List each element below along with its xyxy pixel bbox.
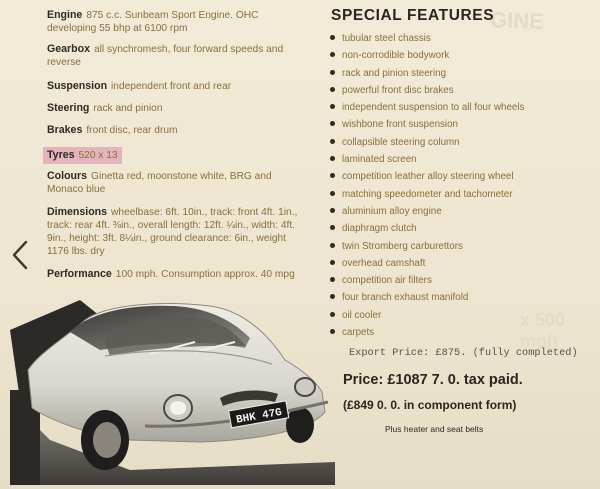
spec-dimensions: Dimensions wheelbase: 6ft. 10in., track: front 4ft. 1in., track: rear 4ft. ⅜in., overall length: 12ft. ¼in., width: 4ft. 9in., height: 3ft. 8¼in., ground clearance: 6in., weight 1176 lbs. dry — [47, 206, 298, 257]
feature-item: independent suspension to all four wheels — [330, 102, 524, 119]
car-photo — [10, 290, 335, 485]
feature-item: competition air filters — [330, 275, 524, 292]
spec-colours: Colours Ginetta red, moonstone white, BRG and Monaco blue — [47, 170, 272, 195]
feature-item: carpets — [330, 327, 524, 344]
show-through-text: GINE — [489, 7, 545, 34]
feature-item: four branch exhaust manifold — [330, 292, 524, 309]
feature-item: rack and pinion steering — [330, 68, 524, 85]
feature-item: laminated screen — [330, 154, 524, 171]
feature-item: competition leather alloy steering wheel — [330, 171, 524, 188]
spec-performance: Performance 100 mph. Consumption approx. 40 mpg — [47, 268, 295, 280]
bullet-icon — [330, 208, 335, 213]
bullet-icon — [330, 156, 335, 161]
feature-item: aluminium alloy engine — [330, 206, 524, 223]
bullet-icon — [330, 260, 335, 265]
bullet-icon — [330, 139, 335, 144]
previous-page-button[interactable] — [8, 240, 32, 270]
bullet-icon — [330, 173, 335, 178]
bullet-icon — [330, 243, 335, 248]
spec-suspension: Suspension independent front and rear — [47, 80, 232, 92]
bullet-icon — [330, 277, 335, 282]
component-price: (£849 0. 0. in component form) — [343, 398, 517, 412]
show-through-text: x 500 mph — [520, 310, 566, 351]
feature-item: collapsible steering column — [330, 137, 524, 154]
bullet-icon — [330, 104, 335, 109]
feature-item: wishbone front suspension — [330, 119, 524, 136]
feature-item: twin Stromberg carburettors — [330, 241, 524, 258]
special-features-list — [330, 33, 524, 344]
bullet-icon — [330, 70, 335, 75]
feature-item: non-corrodible bodywork — [330, 50, 524, 67]
extras-note: Plus heater and seat belts — [385, 424, 484, 434]
spec-gearbox: Gearbox all synchromesh, four forward speeds and reverse — [47, 43, 284, 68]
bullet-icon — [330, 191, 335, 196]
spec-steering: Steering rack and pinion — [47, 102, 163, 114]
number-plate: BHK 47G — [235, 406, 283, 427]
bullet-icon — [330, 225, 335, 230]
special-features-title: SPECIAL FEATURES — [331, 7, 495, 24]
tyres-highlight: Tyres 520 x 13 — [43, 147, 122, 164]
bullet-icon — [330, 87, 335, 92]
feature-item: oil cooler — [330, 310, 524, 327]
spec-engine: Engine 875 c.c. Sunbeam Sport Engine. OHC developing 55 bhp at 6100 rpm — [47, 9, 259, 34]
bullet-icon — [330, 52, 335, 57]
spec-brakes: Brakes front disc, rear drum — [47, 124, 178, 136]
feature-item: tubular steel chassis — [330, 33, 524, 50]
feature-item: matching speedometer and tachometer — [330, 189, 524, 206]
feature-item: powerful front disc brakes — [330, 85, 524, 102]
feature-item: overhead camshaft — [330, 258, 524, 275]
bullet-icon — [330, 121, 335, 126]
tax-paid-price: Price: £1087 7. 0. tax paid. — [343, 372, 523, 388]
feature-item: diaphragm clutch — [330, 223, 524, 240]
export-price: Export Price: £875. (fully completed) — [349, 347, 578, 359]
spec-tyres — [47, 147, 309, 164]
chevron-left-icon — [8, 240, 32, 270]
bullet-icon — [330, 35, 335, 40]
